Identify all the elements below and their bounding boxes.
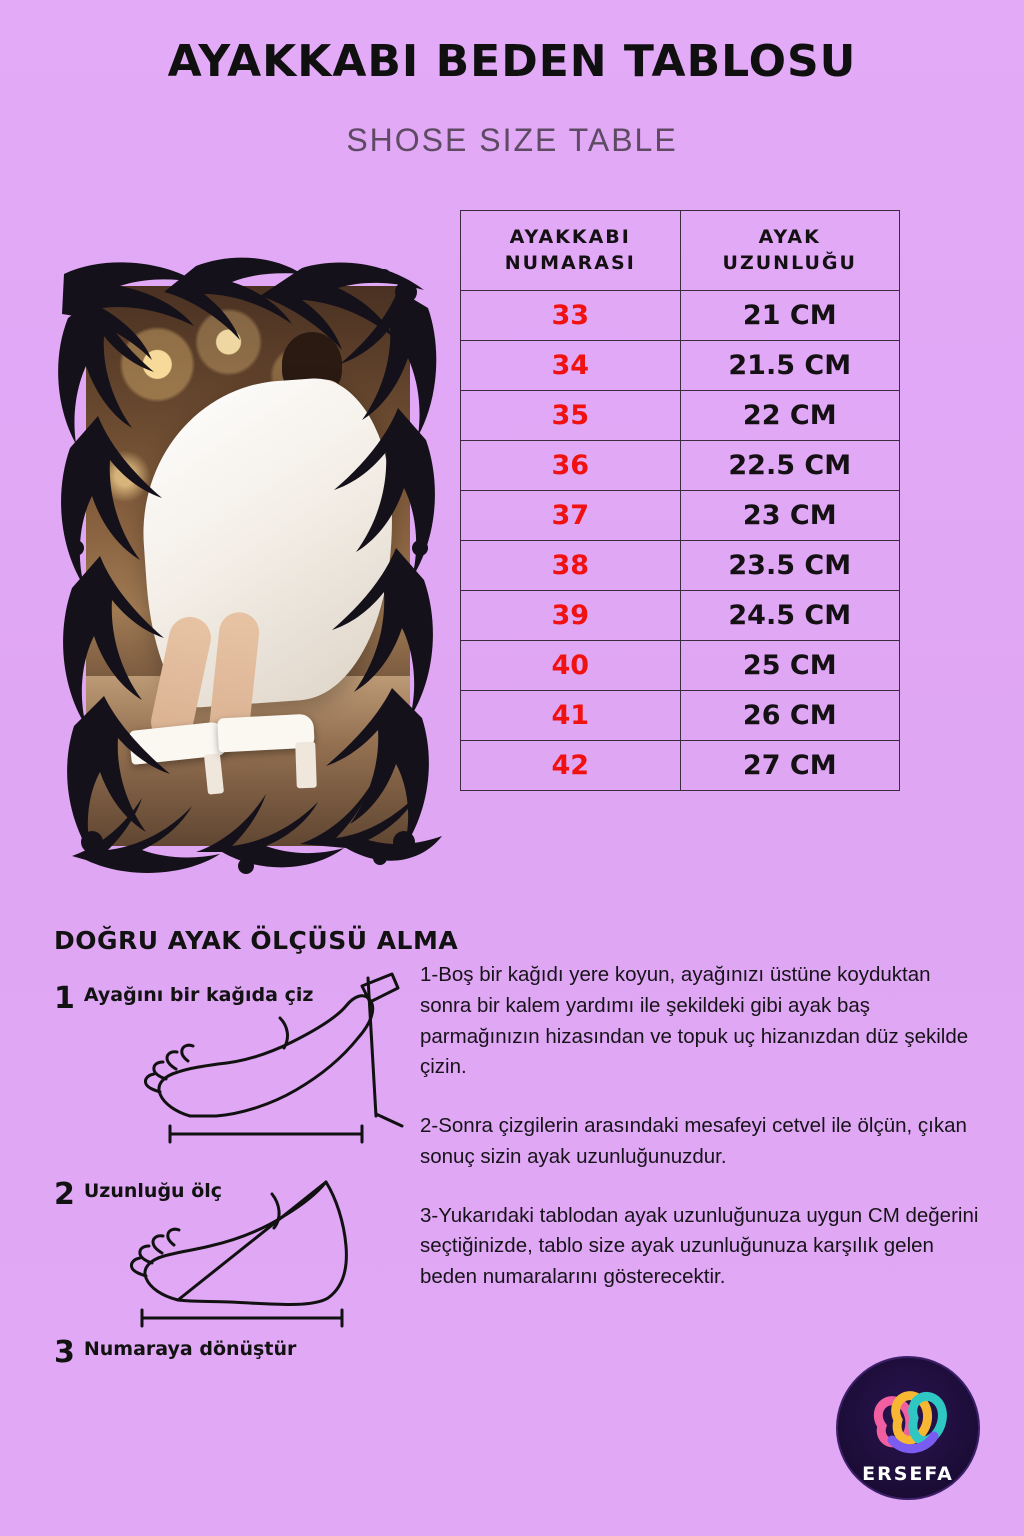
- logo-mark-icon: [838, 1358, 978, 1498]
- table-row: [461, 441, 900, 491]
- table-row: [461, 291, 900, 341]
- cell-size: 40: [461, 641, 681, 691]
- instructions: [420, 960, 980, 1321]
- cell-size: 41: [461, 691, 681, 741]
- table-row: [461, 741, 900, 791]
- cell-size: 38: [461, 541, 681, 591]
- cell-length: 21.5 CM: [680, 341, 900, 391]
- photo-heel-right: [295, 742, 317, 789]
- cell-size: 37: [461, 491, 681, 541]
- cell-size: 42: [461, 741, 681, 791]
- cell-length: 24.5 CM: [680, 591, 900, 641]
- size-table-wrapper: [460, 210, 900, 791]
- table-row: [461, 391, 900, 441]
- table-header-shoe-size: [461, 211, 681, 291]
- table-header-shoe-size-line1: AYAKKABI: [509, 226, 631, 248]
- table-header-foot-length: [680, 211, 900, 291]
- cell-size: 36: [461, 441, 681, 491]
- cell-length: 21 CM: [680, 291, 900, 341]
- guide-step-1-number: 1: [54, 981, 75, 1016]
- guide-title: DOĞRU AYAK ÖLÇÜSÜ ALMA: [54, 926, 459, 955]
- brand-logo: [836, 1356, 980, 1500]
- cell-length: 22 CM: [680, 391, 900, 441]
- table-header-row: [461, 211, 900, 291]
- foot-measure-diagram-icon: [112, 1168, 392, 1338]
- cell-length: 23.5 CM: [680, 541, 900, 591]
- instruction-2: 2-Sonra çizgilerin arasındaki mesafeyi cetvel ile ölçün, çıkan sonuç sizin ayak uzunluğunuzdur.: [420, 1114, 967, 1168]
- size-table: [460, 210, 900, 791]
- guide-step-2-label: Uzunluğu ölç: [83, 1180, 223, 1202]
- table-row: [461, 691, 900, 741]
- table-row: [461, 641, 900, 691]
- instruction-3: 3-Yukarıdaki tablodan ayak uzunluğunuza uygun CM değerini seçtiğinizde, tablo size ayak uzunluğunuza karşılık gelen beden numaralarını gösterecektir.: [420, 1203, 979, 1288]
- foot-on-paper-diagram-icon: [130, 966, 410, 1156]
- guide-step-1-label: Ayağını bir kağıda çiz: [83, 984, 314, 1006]
- hero-photo: [46, 248, 450, 884]
- table-header-shoe-size-line2: NUMARASI: [504, 251, 636, 274]
- page-subtitle: SHOSE SIZE TABLE: [346, 122, 678, 158]
- guide-step-3-number: 3: [54, 1335, 75, 1370]
- cell-length: 25 CM: [680, 641, 900, 691]
- instruction-1: 1-Boş bir kağıdı yere koyun, ayağınızı üstüne koyduktan sonra bir kalem yardımı ile şekildeki gibi ayak baş parmağınızın hizasından ve topuk uç hizanızdan düz şekilde çizin.: [420, 963, 969, 1079]
- cell-size: 34: [461, 341, 681, 391]
- table-row: [461, 341, 900, 391]
- cell-length: 26 CM: [680, 691, 900, 741]
- cell-length: 22.5 CM: [680, 441, 900, 491]
- cell-size: 35: [461, 391, 681, 441]
- table-row: [461, 541, 900, 591]
- guide-step-3: [54, 1335, 297, 1370]
- hero-photo-image: [86, 286, 410, 846]
- cell-size: 33: [461, 291, 681, 341]
- table-row: [461, 491, 900, 541]
- table-header-foot-length-line1: AYAK: [758, 226, 821, 248]
- cell-length: 27 CM: [680, 741, 900, 791]
- guide-step-3-label: Numaraya dönüştür: [83, 1338, 297, 1360]
- cell-size: 39: [461, 591, 681, 641]
- cell-length: 23 CM: [680, 491, 900, 541]
- guide-step-2-number: 2: [54, 1177, 75, 1212]
- logo-brand-text: ERSEFA: [862, 1463, 954, 1485]
- table-header-foot-length-line2: UZUNLUĞU: [722, 251, 857, 274]
- table-row: [461, 591, 900, 641]
- page-title: AYAKKABI BEDEN TABLOSU: [167, 36, 857, 87]
